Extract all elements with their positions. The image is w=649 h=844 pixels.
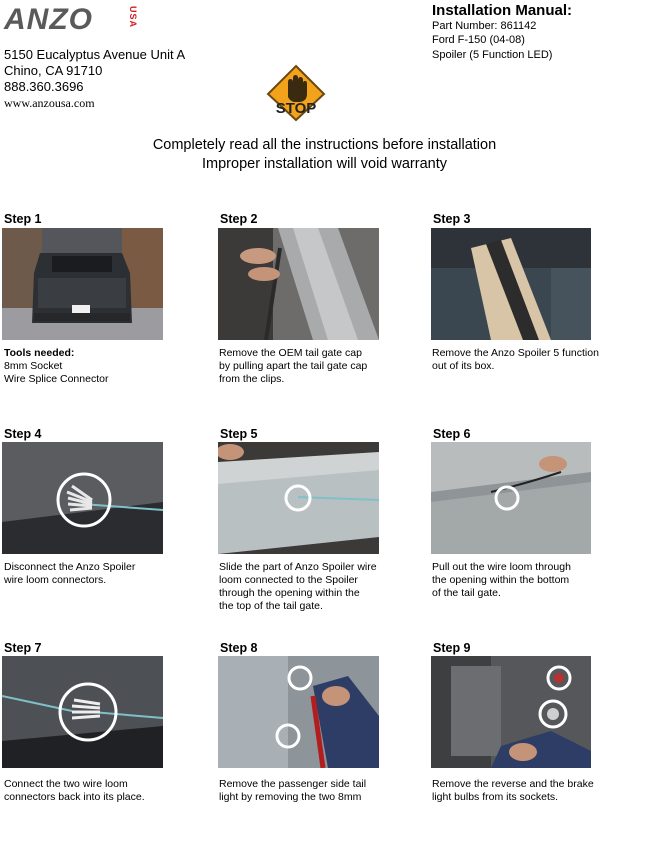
anzo-logo — [4, 4, 144, 36]
step-1-caption — [4, 347, 184, 386]
step-4-caption — [4, 561, 184, 587]
step-8-label: Step 8 — [220, 641, 258, 655]
step-4-caption-line: wire loom connectors. — [4, 574, 107, 586]
step-5-caption — [219, 561, 399, 613]
step-5-label: Step 5 — [220, 427, 258, 441]
vehicle: Ford F-150 (04-08) — [432, 34, 525, 46]
step-3-caption — [432, 347, 612, 373]
part-number: Part Number: 861142 — [432, 20, 537, 32]
step-3-caption-line: Remove the Anzo Spoiler 5 function — [432, 347, 599, 359]
step-9-caption-line: Remove the reverse and the brake — [432, 778, 594, 790]
step-1-caption-line: Wire Splice Connector — [4, 373, 109, 385]
step-2-caption-line: Remove the OEM tail gate cap — [219, 347, 362, 359]
step-2-caption-line: by pulling apart the tail gate cap — [219, 360, 368, 372]
logo-usa: USA — [128, 6, 138, 29]
address-line1: 5150 Eucalyptus Avenue Unit A — [4, 47, 186, 62]
step-1-caption-title: Tools needed: — [4, 347, 75, 359]
step-8-photo — [218, 656, 379, 768]
step-3-caption-line: out of its box. — [432, 360, 495, 372]
step-3-photo — [431, 228, 591, 340]
step-6-photo — [431, 442, 591, 554]
step-1-label: Step 1 — [4, 212, 42, 226]
logo-text — [4, 4, 144, 36]
step-7-photo — [2, 656, 163, 768]
step-1-caption-line: 8mm Socket — [4, 360, 63, 372]
step-7-caption — [4, 778, 184, 804]
step-9-label: Step 9 — [433, 641, 471, 655]
step-5-caption-line: the top of the tail gate. — [219, 600, 323, 612]
step-4-caption-line: Disconnect the Anzo Spoiler — [4, 561, 136, 573]
step-8-caption-line: Remove the passenger side tail — [219, 778, 367, 790]
stop-label: STOP — [275, 100, 317, 117]
logo-main: ANZO — [4, 3, 93, 36]
step-6-caption-line: Pull out the wire loom through — [432, 561, 571, 573]
step-1-photo — [2, 228, 163, 340]
step-8-caption — [219, 778, 399, 804]
step-2-caption-line: from the clips. — [219, 373, 285, 385]
step-5-caption-line: Slide the part of Anzo Spoiler wire — [219, 561, 377, 573]
phone: 888.360.3696 — [4, 79, 84, 94]
step-9-photo — [431, 656, 591, 768]
stop-sign-icon — [266, 64, 326, 122]
website: www.anzousa.com — [4, 96, 95, 110]
step-6-caption — [432, 561, 612, 600]
address-line2: Chino, CA 91710 — [4, 63, 103, 78]
step-5-photo — [218, 442, 379, 554]
step-3-label: Step 3 — [433, 212, 471, 226]
step-2-caption — [219, 347, 399, 386]
step-5-caption-line: through the opening within the — [219, 587, 360, 599]
step-6-caption-line: the opening within the bottom — [432, 574, 570, 586]
step-7-caption-line: Connect the two wire loom — [4, 778, 128, 790]
step-2-label: Step 2 — [220, 212, 258, 226]
step-5-caption-line: loom connected to the Spoiler — [219, 574, 358, 586]
step-7-caption-line: connectors back into its place. — [4, 791, 145, 803]
step-4-photo — [2, 442, 163, 554]
step-6-caption-line: of the tail gate. — [432, 587, 501, 599]
manual-title: Installation Manual: — [432, 2, 573, 19]
step-9-caption — [432, 778, 612, 804]
notice-line1: Completely read all the instructions before installation — [152, 137, 497, 153]
step-9-caption-line: light bulbs from its sockets. — [432, 791, 559, 803]
step-2-photo — [218, 228, 379, 340]
step-8-caption-line: light by removing the two 8mm — [219, 791, 362, 803]
product: Spoiler (5 Function LED) — [432, 49, 553, 61]
step-4-label: Step 4 — [4, 427, 42, 441]
notice-line2: Improper installation will void warranty — [202, 156, 447, 172]
step-6-label: Step 6 — [433, 427, 471, 441]
step-7-label: Step 7 — [4, 641, 42, 655]
